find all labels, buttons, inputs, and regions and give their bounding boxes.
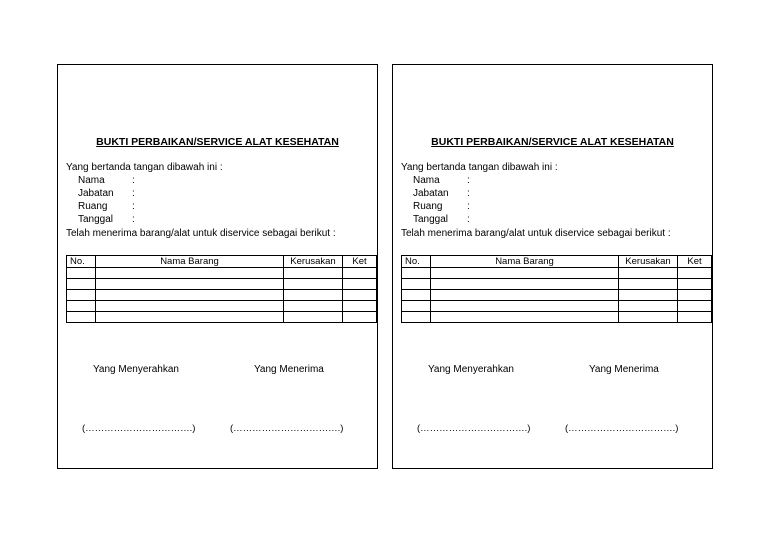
- field-label: Nama: [413, 175, 440, 186]
- intro-text: Yang bertanda tangan dibawah ini :: [401, 162, 558, 173]
- table-row: [402, 268, 712, 279]
- receiver-signature-line: (…………………………….): [230, 423, 344, 434]
- table-cell: [96, 290, 284, 301]
- table-cell: [402, 290, 431, 301]
- field-separator: :: [132, 175, 135, 186]
- table-row: [67, 290, 377, 301]
- table-cell: [431, 279, 619, 290]
- table-cell: [284, 290, 343, 301]
- field-label: Ruang: [413, 201, 443, 212]
- table-cell: [402, 301, 431, 312]
- field-separator: :: [132, 214, 135, 225]
- table-cell: [431, 290, 619, 301]
- table-row: [402, 279, 712, 290]
- table-cell: [619, 279, 678, 290]
- table-cell: [96, 312, 284, 323]
- table-cell: [96, 301, 284, 312]
- field-label: Tanggal: [413, 214, 449, 225]
- table-cell: [284, 301, 343, 312]
- service-receipt-card-left: [57, 64, 378, 469]
- table-row: [67, 268, 377, 279]
- table-cell: [619, 301, 678, 312]
- field-label: Ruang: [78, 201, 108, 212]
- header-item-name: Nama Barang: [431, 256, 619, 268]
- table-cell: [96, 268, 284, 279]
- table-row: [402, 312, 712, 323]
- table-cell: [678, 301, 712, 312]
- table-cell: [284, 279, 343, 290]
- table-cell: [678, 279, 712, 290]
- field-tanggal: [78, 214, 135, 226]
- table-cell: [67, 290, 96, 301]
- receiver-signature-label: Yang Menerima: [254, 364, 324, 375]
- field-label: Nama: [78, 175, 105, 186]
- intro-text: Yang bertanda tangan dibawah ini :: [66, 162, 223, 173]
- header-note: Ket: [678, 256, 712, 268]
- table-cell: [284, 268, 343, 279]
- field-separator: :: [467, 188, 470, 199]
- field-jabatan: [413, 188, 470, 200]
- giver-signature-line: (…………………………….): [82, 423, 196, 434]
- table-cell: [431, 268, 619, 279]
- field-separator: :: [467, 214, 470, 225]
- table-cell: [96, 279, 284, 290]
- table-cell: [402, 268, 431, 279]
- table-cell: [678, 290, 712, 301]
- table-cell: [343, 279, 377, 290]
- giver-signature-label: Yang Menyerahkan: [428, 364, 514, 375]
- field-ruang: [78, 201, 135, 213]
- received-text: Telah menerima barang/alat untuk diservice sebagai berikut :: [66, 228, 336, 239]
- table-cell: [67, 279, 96, 290]
- table-cell: [67, 268, 96, 279]
- field-separator: :: [467, 175, 470, 186]
- table-cell: [619, 312, 678, 323]
- table-row: [402, 290, 712, 301]
- receiver-signature-line: (…………………………….): [565, 423, 679, 434]
- table-row: [67, 301, 377, 312]
- field-tanggal: [413, 214, 470, 226]
- table-cell: [678, 268, 712, 279]
- field-label: Jabatan: [413, 188, 449, 199]
- table-cell: [343, 312, 377, 323]
- field-jabatan: [78, 188, 135, 200]
- receiver-signature-label: Yang Menerima: [589, 364, 659, 375]
- header-note: Ket: [343, 256, 377, 268]
- table-cell: [343, 301, 377, 312]
- table-cell: [431, 312, 619, 323]
- table-cell: [619, 268, 678, 279]
- table-cell: [402, 279, 431, 290]
- form-title: BUKTI PERBAIKAN/SERVICE ALAT KESEHATAN: [431, 136, 674, 148]
- header-no: No.: [402, 256, 431, 268]
- giver-signature-label: Yang Menyerahkan: [93, 364, 179, 375]
- header-no: No.: [67, 256, 96, 268]
- giver-signature-line: (…………………………….): [417, 423, 531, 434]
- table-cell: [67, 312, 96, 323]
- table-cell: [67, 301, 96, 312]
- items-table: [401, 255, 712, 323]
- table-cell: [343, 290, 377, 301]
- header-damage: Kerusakan: [284, 256, 343, 268]
- field-separator: :: [132, 188, 135, 199]
- table-row: [402, 301, 712, 312]
- field-nama: [413, 175, 470, 187]
- form-title: BUKTI PERBAIKAN/SERVICE ALAT KESEHATAN: [96, 136, 339, 148]
- header-damage: Kerusakan: [619, 256, 678, 268]
- received-text: Telah menerima barang/alat untuk diservice sebagai berikut :: [401, 228, 671, 239]
- field-separator: :: [467, 201, 470, 212]
- items-table: [66, 255, 377, 323]
- table-cell: [431, 301, 619, 312]
- table-row: [67, 279, 377, 290]
- table-row: [67, 312, 377, 323]
- header-item-name: Nama Barang: [96, 256, 284, 268]
- table-cell: [284, 312, 343, 323]
- service-receipt-card-right: [392, 64, 713, 469]
- field-label: Jabatan: [78, 188, 114, 199]
- table-cell: [619, 290, 678, 301]
- field-separator: :: [132, 201, 135, 212]
- table-cell: [402, 312, 431, 323]
- table-cell: [678, 312, 712, 323]
- field-label: Tanggal: [78, 214, 114, 225]
- field-nama: [78, 175, 135, 187]
- table-cell: [343, 268, 377, 279]
- field-ruang: [413, 201, 470, 213]
